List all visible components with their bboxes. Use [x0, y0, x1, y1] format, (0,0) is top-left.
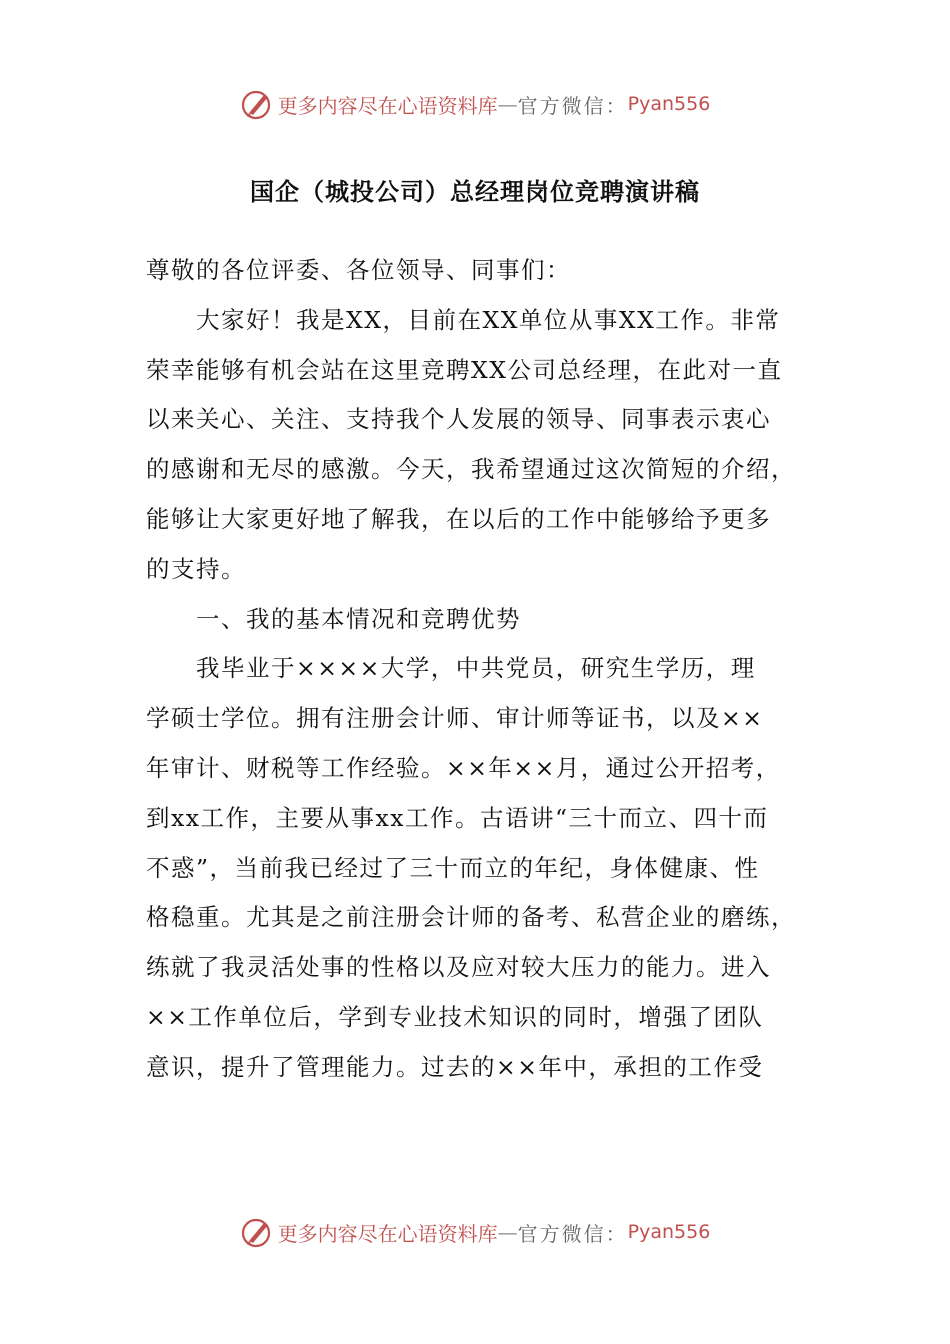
body-text-line: 的感谢和无尽的感激。今天，我希望通过这次简短的介绍， — [146, 455, 796, 484]
body-text-line: 练就了我灵活处事的性格以及应对较大压力的能力。进入 — [146, 953, 771, 982]
watermark-header — [0, 82, 950, 126]
body-text-line: 荣幸能够有机会站在这里竞聘XX公司总经理，在此对一直 — [146, 355, 783, 384]
body-text-line: 能够让大家更好地了解我，在以后的工作中能够给予更多 — [146, 504, 771, 533]
body-text-line: 的支持。 — [146, 554, 246, 583]
watermark-wechat-id: Pyan556 — [627, 1221, 711, 1243]
pen-logo-icon — [240, 1215, 274, 1249]
watermark-wechat-label: 官方微信： — [517, 1221, 628, 1246]
body-text-line: 年审计、财税等工作经验。××年××月，通过公开招考， — [146, 753, 781, 782]
watermark-dash: — — [497, 92, 518, 116]
watermark-dash: — — [497, 1220, 518, 1244]
document-title: 国企（城投公司）总经理岗位竞聘演讲稿 — [250, 178, 700, 206]
body-text-line: 意识，提升了管理能力。过去的××年中，承担的工作受 — [146, 1052, 764, 1081]
watermark-footer — [0, 1210, 950, 1254]
watermark-site-text: 更多内容尽在心语资料库 — [277, 93, 498, 118]
body-text-line: 以来关心、关注、支持我个人发展的领导、同事表示衷心 — [146, 405, 771, 434]
body-text-line: 学硕士学位。拥有注册会计师、审计师等证书，以及×× — [146, 704, 764, 733]
body-text-line: 大家好！我是XX，目前在XX单位从事XX工作。非常 — [196, 305, 781, 334]
body-text-line: ××工作单位后，学到专业技术知识的同时，增强了团队 — [146, 1002, 764, 1031]
body-text-line: 一、我的基本情况和竞聘优势 — [196, 604, 521, 633]
document-body — [146, 246, 806, 1093]
body-text-line: 我毕业于××××大学，中共党员，研究生学历，理 — [196, 654, 756, 683]
watermark-wechat-label: 官方微信： — [517, 93, 628, 118]
body-text-line: 到xx工作，主要从事xx工作。古语讲“三十而立、四十而 — [146, 803, 769, 832]
watermark-wechat-id: Pyan556 — [627, 93, 711, 115]
watermark-site-text: 更多内容尽在心语资料库 — [277, 1221, 498, 1246]
pen-logo-icon — [240, 87, 274, 121]
body-text-line: 不惑”，当前我已经过了三十而立的年纪，身体健康、性 — [146, 853, 760, 882]
body-text-line: 格稳重。尤其是之前注册会计师的备考、私营企业的磨练， — [146, 903, 796, 932]
body-text-line: 尊敬的各位评委、各位领导、同事们： — [146, 256, 571, 284]
